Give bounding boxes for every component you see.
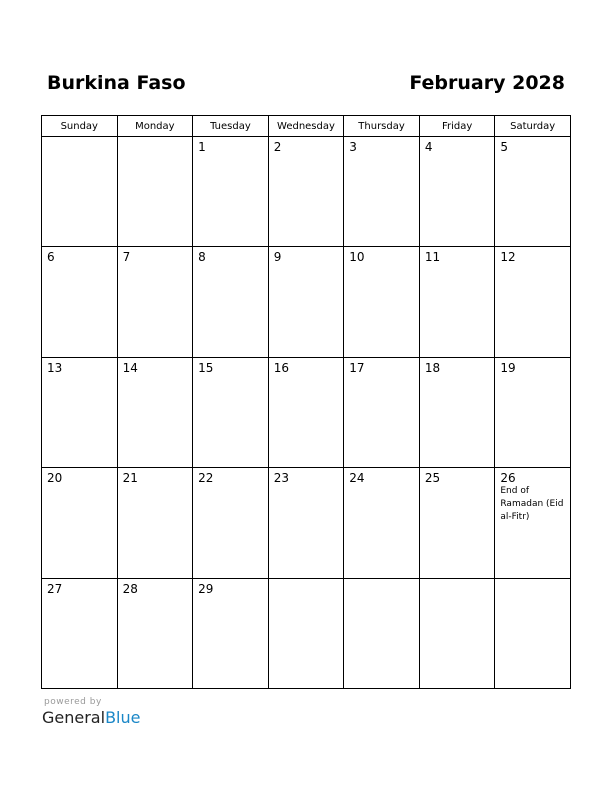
day-cell [495, 137, 571, 247]
day-cell [193, 137, 269, 247]
day-number: 28 [122, 581, 138, 596]
day-number: 7 [122, 250, 131, 265]
day-cell [344, 357, 420, 467]
day-cell [268, 137, 344, 247]
day-cell [117, 357, 193, 467]
day-cell [193, 468, 269, 578]
day-cell [419, 247, 495, 357]
day-cell [344, 578, 420, 688]
day-number: 14 [122, 360, 138, 375]
day-number: 27 [47, 581, 63, 596]
calendar-grid [41, 115, 571, 689]
day-number: 3 [349, 140, 357, 154]
day-cell [268, 357, 344, 467]
week-row-5 [42, 578, 571, 688]
day-cell [42, 468, 118, 578]
day-cell [268, 468, 344, 578]
day-number: 2 [273, 140, 282, 154]
day-number: 5 [500, 140, 509, 154]
day-cell [268, 247, 344, 357]
day-number: 12 [500, 250, 516, 265]
day-cell [419, 357, 495, 467]
day-cell [268, 578, 344, 688]
day-cell [419, 578, 495, 688]
day-cell [193, 578, 269, 688]
day-number: 6 [47, 250, 55, 265]
weekday-thursday: Thursday [344, 116, 420, 137]
weekday-header-row [42, 116, 571, 137]
day-cell [193, 357, 269, 467]
weekday-friday: Friday [419, 116, 495, 137]
country-title: Burkina Faso [47, 72, 186, 94]
day-cell [495, 357, 571, 467]
day-cell [344, 468, 420, 578]
day-cell [117, 247, 193, 357]
day-cell [117, 137, 193, 247]
day-number: 10 [349, 250, 365, 265]
day-number: 19 [500, 360, 516, 375]
day-number: 17 [349, 360, 365, 375]
day-cell [42, 578, 118, 688]
day-number: 24 [349, 471, 365, 486]
day-number: 16 [273, 360, 289, 375]
generalblue-logo[interactable] [42, 708, 140, 727]
week-row-1 [42, 137, 571, 247]
day-number: 1 [198, 140, 206, 154]
day-number: 29 [198, 581, 214, 596]
day-number: 13 [47, 360, 63, 375]
day-cell [117, 578, 193, 688]
day-number: 18 [424, 360, 441, 375]
day-number: 26 [500, 471, 516, 486]
holiday-event: End of Ramadan (Eid al-Fitr) [500, 486, 564, 523]
weekday-sunday: Sunday [42, 116, 118, 137]
day-cell [344, 247, 420, 357]
powered-by-text: powered by [44, 697, 102, 707]
weekday-saturday: Saturday [495, 116, 571, 137]
day-number: 11 [424, 250, 441, 265]
day-cell [495, 247, 571, 357]
day-cell [42, 247, 118, 357]
day-number: 22 [198, 471, 214, 486]
day-cell [419, 468, 495, 578]
day-number: 21 [122, 471, 138, 486]
day-cell [344, 137, 420, 247]
brand-general: General [42, 708, 106, 727]
brand-blue: Blue [105, 708, 141, 727]
day-cell [42, 357, 118, 467]
day-number: 9 [273, 250, 282, 265]
week-row-4 [42, 468, 571, 578]
weekday-tuesday: Tuesday [193, 116, 269, 137]
week-row-2 [42, 247, 571, 357]
day-cell [495, 468, 571, 578]
week-row-3 [42, 357, 571, 467]
weekday-monday: Monday [117, 116, 193, 137]
day-number: 25 [424, 471, 441, 486]
day-number: 20 [47, 471, 63, 486]
day-number: 15 [198, 360, 214, 375]
weekday-wednesday: Wednesday [268, 116, 344, 137]
day-cell [495, 578, 571, 688]
month-title: February 2028 [409, 72, 565, 94]
day-number: 8 [198, 250, 206, 265]
day-cell [193, 247, 269, 357]
day-cell [42, 137, 118, 247]
day-cell [419, 137, 495, 247]
day-number: 23 [273, 471, 289, 486]
day-number: 4 [424, 140, 433, 154]
day-cell [117, 468, 193, 578]
